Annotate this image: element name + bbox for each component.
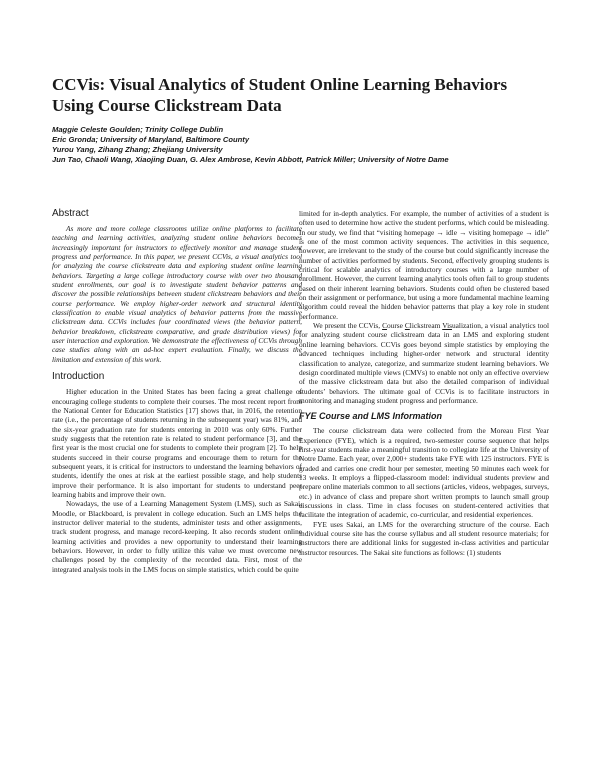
- body-paragraph: limited for in-depth analytics. For example, the number of activities of a student is often used to determine how active the student performs, which could be misleading. In our study, we find that “visiting homepage → idle → visiting homepage → idle” is one of the most common activity sequences. The activities in this sequence, however, are irrelevant to the study of the course but could significantly increase the number of activities performed by students. Second, effectively grouping students is critical for scalable analytics of introductory courses with a large number of enrollment. However, the current learning analytics tools often fail to group students based on their inherent learning behaviors. Students could often be clustered based on their assignment or performance, but using a more fundamental machine learning algorithm could reveal the hidden behavior patterns that play a key role in student performance.: [299, 209, 549, 321]
- fye-section-heading: FYE Course and LMS Information: [299, 411, 443, 422]
- body-paragraph: Nowadays, the use of a Learning Management System (LMS), such as Sakai, Moodle, or Blackboard, is prevalent in college education. Such an LMS helps the instructor deliver material to the students, administer tests and other assignments, track student progress, and manage record-keeping. It also records student online learning activities and provides a new opportunity to understand their learning behaviors. However, in order to fully utilize this value we must overcome new challenges posed by the complexity of the recorded data. First, most of the integrated analysis tools in the LMS focus on simple statistics, which could be quite: [52, 499, 302, 574]
- text-run: We present the CCVis,: [313, 321, 383, 331]
- body-paragraph: Higher education in the United States has been facing a great challenge of encouraging college students to complete their courses. The most recent report from the National Center for Education Statistics [17] shows that, in 2016, the retention rate (i.e., the percentage of students returning in the subsequent year) was 81%, and the six-year graduation rate for students entering in 2010 was only 60%. Further study suggests that the retention rate is related to student performance [3], and the first year is the most crucial one for students to complete their program [2]. To help students succeed in their course programs and encourage them to return for the subsequent years, it is critical for instructors to understand the learning behaviors of students, identify the ones at risk at the earliest possible stage, and help students improve their performance. It is also important for students to understand peer learning habits and improve their own.: [52, 387, 302, 499]
- body-paragraph-ccvis: [299, 321, 549, 405]
- author-list: [52, 125, 572, 165]
- text-run: ualization, a visual analytics tool for analyzing student course clickstream data in an LMS and exploring student online learning behaviors. CCVis goes beyond simple statistics by employing the advanced techniques including higher-order network and structural identity classification to analyze, categorize, and summarize student learning behaviors. We design coordinated multiple views (CMVs) to enable not only an effective overview of the massive clickstream data but also the detailed comparison of individual students’ behaviors. The ultimate goal of CCVis is to facilitate instructors in monitoring and managing student progress and performance.: [299, 321, 549, 405]
- text-run: ourse: [386, 321, 405, 331]
- author-line: Jun Tao, Chaoli Wang, Xiaojing Duan, G. Alex Ambrose, Kevin Abbott, Patrick Miller; University of Notre Dame: [52, 155, 449, 164]
- acronym-letter: Vis: [442, 321, 452, 331]
- body-paragraph: The course clickstream data were collected from the Moreau First Year Experience (FYE), which is a required, two-semester course sequence that helps first-year students make a meaningful transition to collegiate life at the University of Notre Dame. Each year, over 2,000+ students take FYE with 125 instructors. FYE is graded and carries one credit hour per semester, meeting 50 minutes each week for 13 weeks. It employs a flipped-classroom model: individual students preview and prepare online materials common to all sections (articles, videos, webpages, surveys, etc.) in advance of class and prepare short written prompts to launch small group discussions in class. Time in class focuses on student-centered activities that facilitate the integration of academic, co-curricular, and residential experiences.: [299, 426, 549, 520]
- left-column: [52, 208, 302, 574]
- text-run: lickstream: [409, 321, 443, 331]
- abstract-heading: Abstract: [52, 208, 89, 219]
- introduction-heading: Introduction: [52, 371, 105, 383]
- acronym-letter: C: [382, 321, 387, 331]
- body-paragraph: FYE uses Sakai, an LMS for the overarching structure of the course. Each individual course site has the course syllabus and all student resource materials; for instructors there are additional links for suggested in-class activities and particular instructor resources. The Sakai site functions as follows: (1) students: [299, 519, 549, 557]
- abstract-text: As more and more college classrooms utilize online platforms to facilitate teaching and learning activities, analyzing student online behaviors becomes increasingly important for instructors to effectively monitor and manage student progress and performance. In this paper, we present CCVis, a visual analytics tool for analyzing the course clickstream data and exploring student online learning behaviors. Targeting a large college introductory course with over two thousand student enrollments, our goal is to investigate student behavior patterns and discover the possible relationships between student clickstream behaviors and their course performance. We employ higher-order network and structural identity classification to enable visual analytics of behavior patterns from the massive clickstream data. CCVis includes four coordinated views (the behavior pattern, behavior breakdown, clickstream comparative, and grade distribution views) for user interaction and exploration. We demonstrate the effectiveness of CCVis through case studies along with an ad-hoc expert evaluation. Finally, we discuss the limitation and extension of this work.: [52, 224, 302, 364]
- author-line: Yurou Yang, Zihang Zhang; Zhejiang University: [52, 145, 223, 154]
- right-column: [299, 209, 549, 557]
- author-line: Maggie Celeste Goulden; Trinity College Dublin: [52, 125, 224, 134]
- paper-title: CCVis: Visual Analytics of Student Online Learning Behaviors Using Course Clickstream Data: [52, 75, 508, 115]
- author-line: Eric Gronda; University of Maryland, Baltimore County: [52, 135, 250, 144]
- acronym-letter: C: [404, 321, 410, 331]
